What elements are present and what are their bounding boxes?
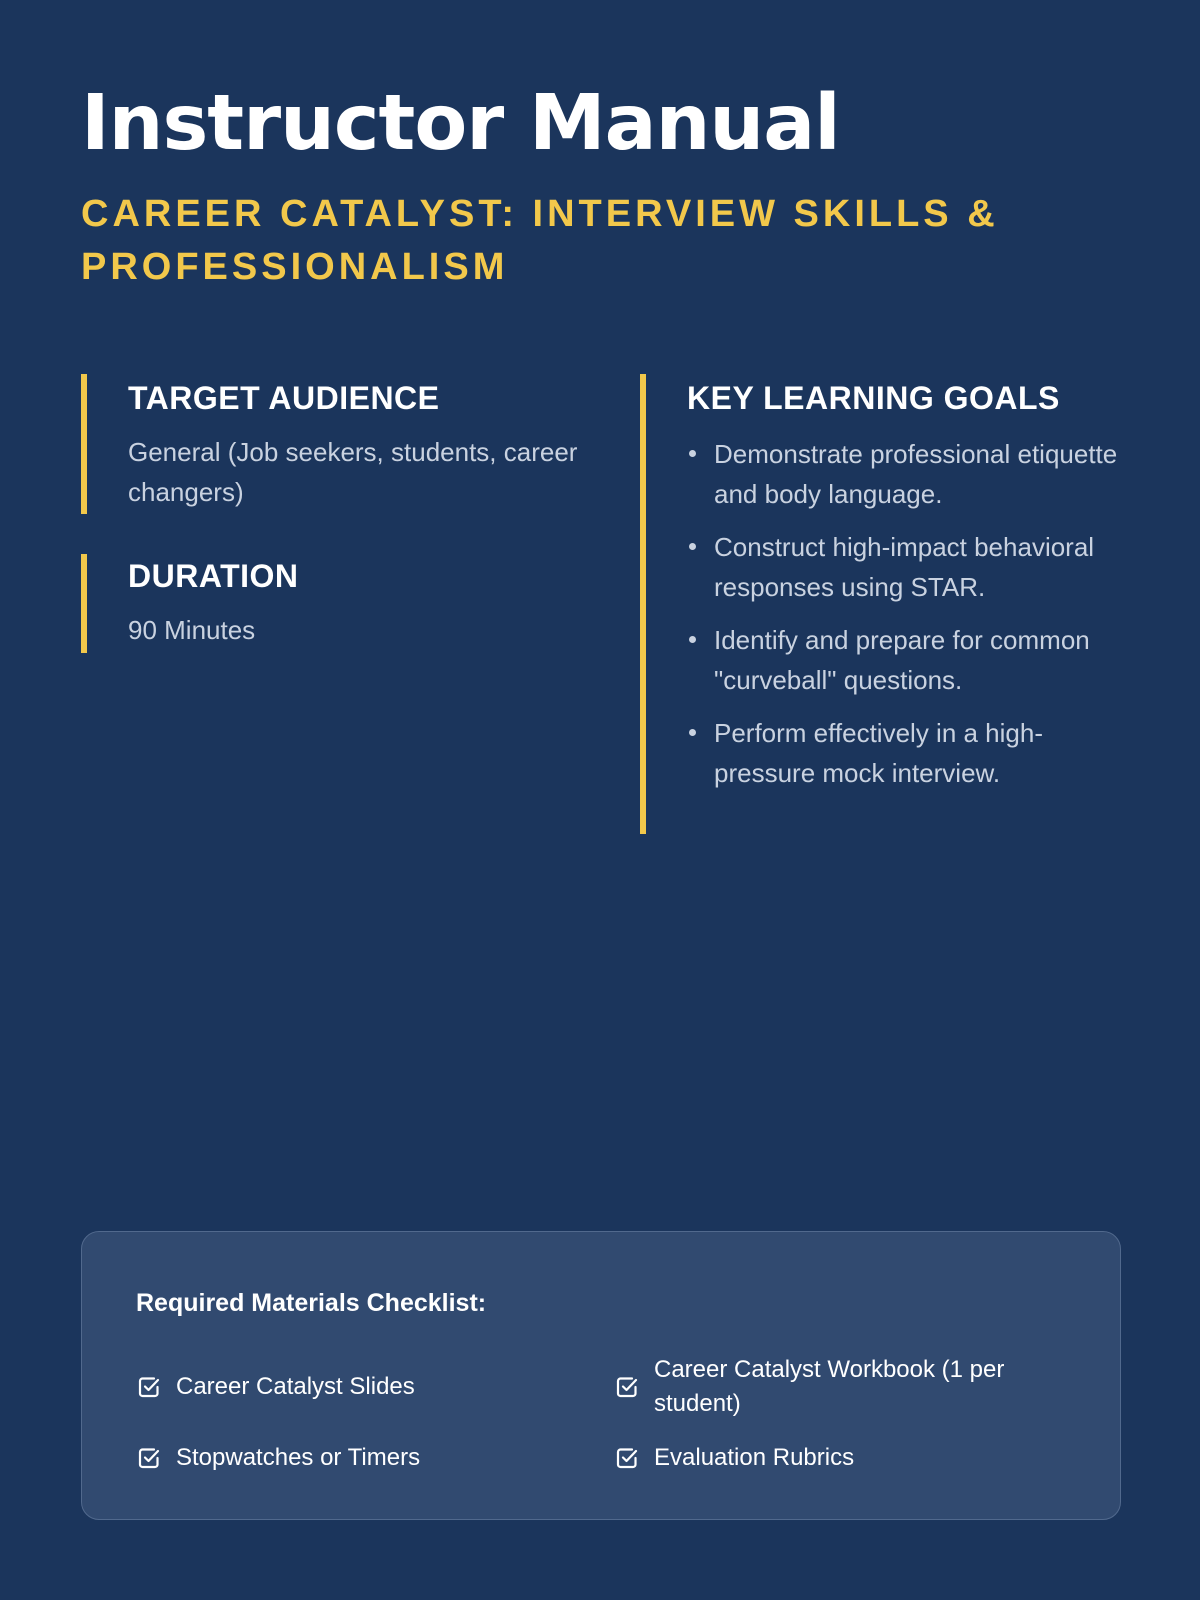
materials-checklist-item bbox=[614, 1434, 1044, 1482]
materials-checklist-item bbox=[136, 1357, 556, 1417]
checkbox-checked-icon bbox=[136, 1374, 162, 1400]
learning-goals-section bbox=[640, 374, 1121, 834]
bullet-icon bbox=[689, 729, 696, 736]
bullet-icon bbox=[689, 636, 696, 643]
materials-checklist-title: Required Materials Checklist: bbox=[136, 1289, 487, 1317]
learning-goals-list bbox=[687, 434, 1121, 793]
checkbox-checked-icon bbox=[614, 1374, 640, 1400]
materials-checklist-label: Evaluation Rubrics bbox=[654, 1444, 855, 1471]
target-audience-text: General (Job seekers, students, career changers) bbox=[128, 437, 578, 507]
course-subtitle: CAREER CATALYST: INTERVIEW SKILLS & PROFESSIONALISM bbox=[81, 193, 999, 288]
materials-checklist-item bbox=[614, 1357, 1044, 1417]
learning-goal-item bbox=[687, 527, 1121, 607]
learning-goals-heading: KEY LEARNING GOALS bbox=[687, 380, 1060, 416]
materials-checklist-label: Career Catalyst Workbook (1 per student) bbox=[654, 1356, 1005, 1417]
learning-goal-item bbox=[687, 713, 1121, 793]
manual-cover-page bbox=[81, 0, 1121, 1600]
bullet-icon bbox=[689, 450, 696, 457]
duration-heading: DURATION bbox=[128, 558, 299, 594]
duration-section bbox=[81, 554, 581, 653]
learning-goal-text: Identify and prepare for common "curveball" questions. bbox=[714, 625, 1090, 695]
learning-goal-item bbox=[687, 434, 1121, 514]
checkbox-checked-icon bbox=[136, 1445, 162, 1471]
duration-text: 90 Minutes bbox=[128, 615, 256, 645]
materials-checklist-panel bbox=[81, 1231, 1121, 1520]
target-audience-heading: TARGET AUDIENCE bbox=[128, 380, 440, 416]
learning-goal-text: Construct high-impact behavioral responses using STAR. bbox=[714, 532, 1095, 602]
materials-checklist-label: Career Catalyst Slides bbox=[176, 1373, 415, 1400]
checkbox-checked-icon bbox=[614, 1445, 640, 1471]
learning-goal-text: Demonstrate professional etiquette and body language. bbox=[714, 439, 1118, 509]
learning-goal-text: Perform effectively in a high-pressure mock interview. bbox=[714, 718, 1043, 788]
page-title: Instructor Manual bbox=[81, 79, 840, 168]
materials-checklist-label: Stopwatches or Timers bbox=[176, 1444, 421, 1471]
target-audience-section bbox=[81, 374, 581, 514]
bullet-icon bbox=[689, 543, 696, 550]
materials-checklist-item bbox=[136, 1434, 556, 1482]
learning-goal-item bbox=[687, 620, 1121, 700]
